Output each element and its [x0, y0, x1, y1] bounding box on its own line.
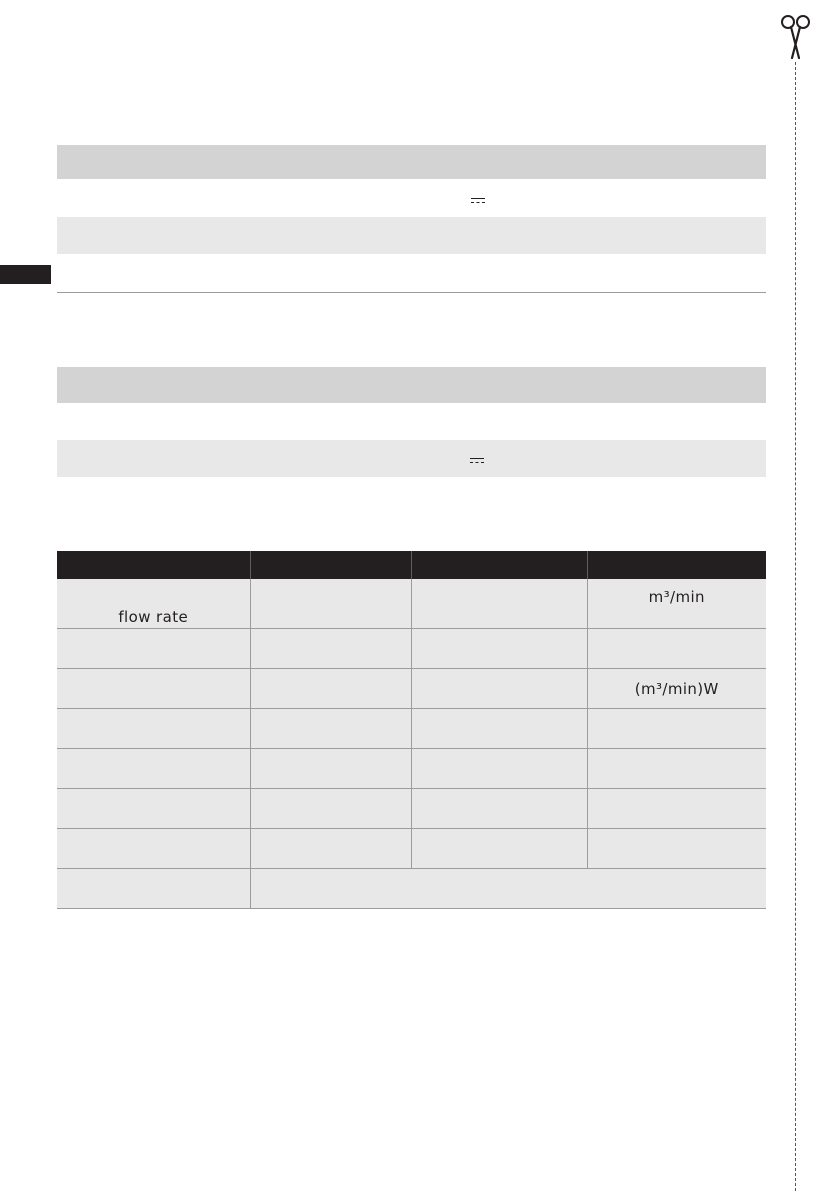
table-row [57, 669, 766, 709]
table-cell [57, 829, 250, 869]
table-cell [250, 669, 411, 709]
dc-current-icon [470, 458, 484, 464]
table-cell [57, 869, 250, 909]
table-cell-merged [250, 869, 766, 909]
section-divider-1 [57, 292, 766, 293]
table-cell [250, 629, 411, 669]
table-cell: m³/min [587, 579, 766, 629]
table-row [57, 829, 766, 869]
table-header-row [57, 551, 766, 579]
table-cell [587, 749, 766, 789]
section-header-2 [57, 367, 766, 403]
table-cell [411, 829, 587, 869]
table-header-cell [411, 551, 587, 579]
table-header-cell [587, 551, 766, 579]
spec-row-shaded-2 [57, 440, 766, 477]
table-cell [411, 709, 587, 749]
dc-current-icon [471, 198, 485, 204]
table-header-cell [57, 551, 250, 579]
table-cell [57, 629, 250, 669]
table-cell [411, 629, 587, 669]
table-cell [587, 829, 766, 869]
table-cell [587, 789, 766, 829]
language-tab [0, 265, 51, 284]
table-row [57, 749, 766, 789]
table-cell: (m³/min)W [587, 669, 766, 709]
table-cell [587, 629, 766, 669]
scissors-icon [778, 14, 812, 60]
table-cell [250, 789, 411, 829]
table-cell [57, 709, 250, 749]
table-cell [250, 749, 411, 789]
table-cell [411, 749, 587, 789]
table-row [57, 789, 766, 829]
table-row [57, 579, 766, 629]
table-cell [411, 789, 587, 829]
spec-row-shaded-1 [57, 217, 766, 254]
table-cell [411, 669, 587, 709]
spec-table [57, 551, 766, 909]
table-cell [411, 579, 587, 629]
table-cell [587, 709, 766, 749]
table-header-cell [250, 551, 411, 579]
section-header-1 [57, 145, 766, 179]
table-row [57, 629, 766, 669]
table-row [57, 869, 766, 909]
table-cell [57, 749, 250, 789]
table-cell [250, 829, 411, 869]
table-cell [250, 709, 411, 749]
table-row [57, 709, 766, 749]
cut-line [795, 62, 796, 1191]
table-cell [250, 579, 411, 629]
table-cell [57, 789, 250, 829]
table-cell [57, 669, 250, 709]
table-cell: flow rate [57, 579, 250, 629]
